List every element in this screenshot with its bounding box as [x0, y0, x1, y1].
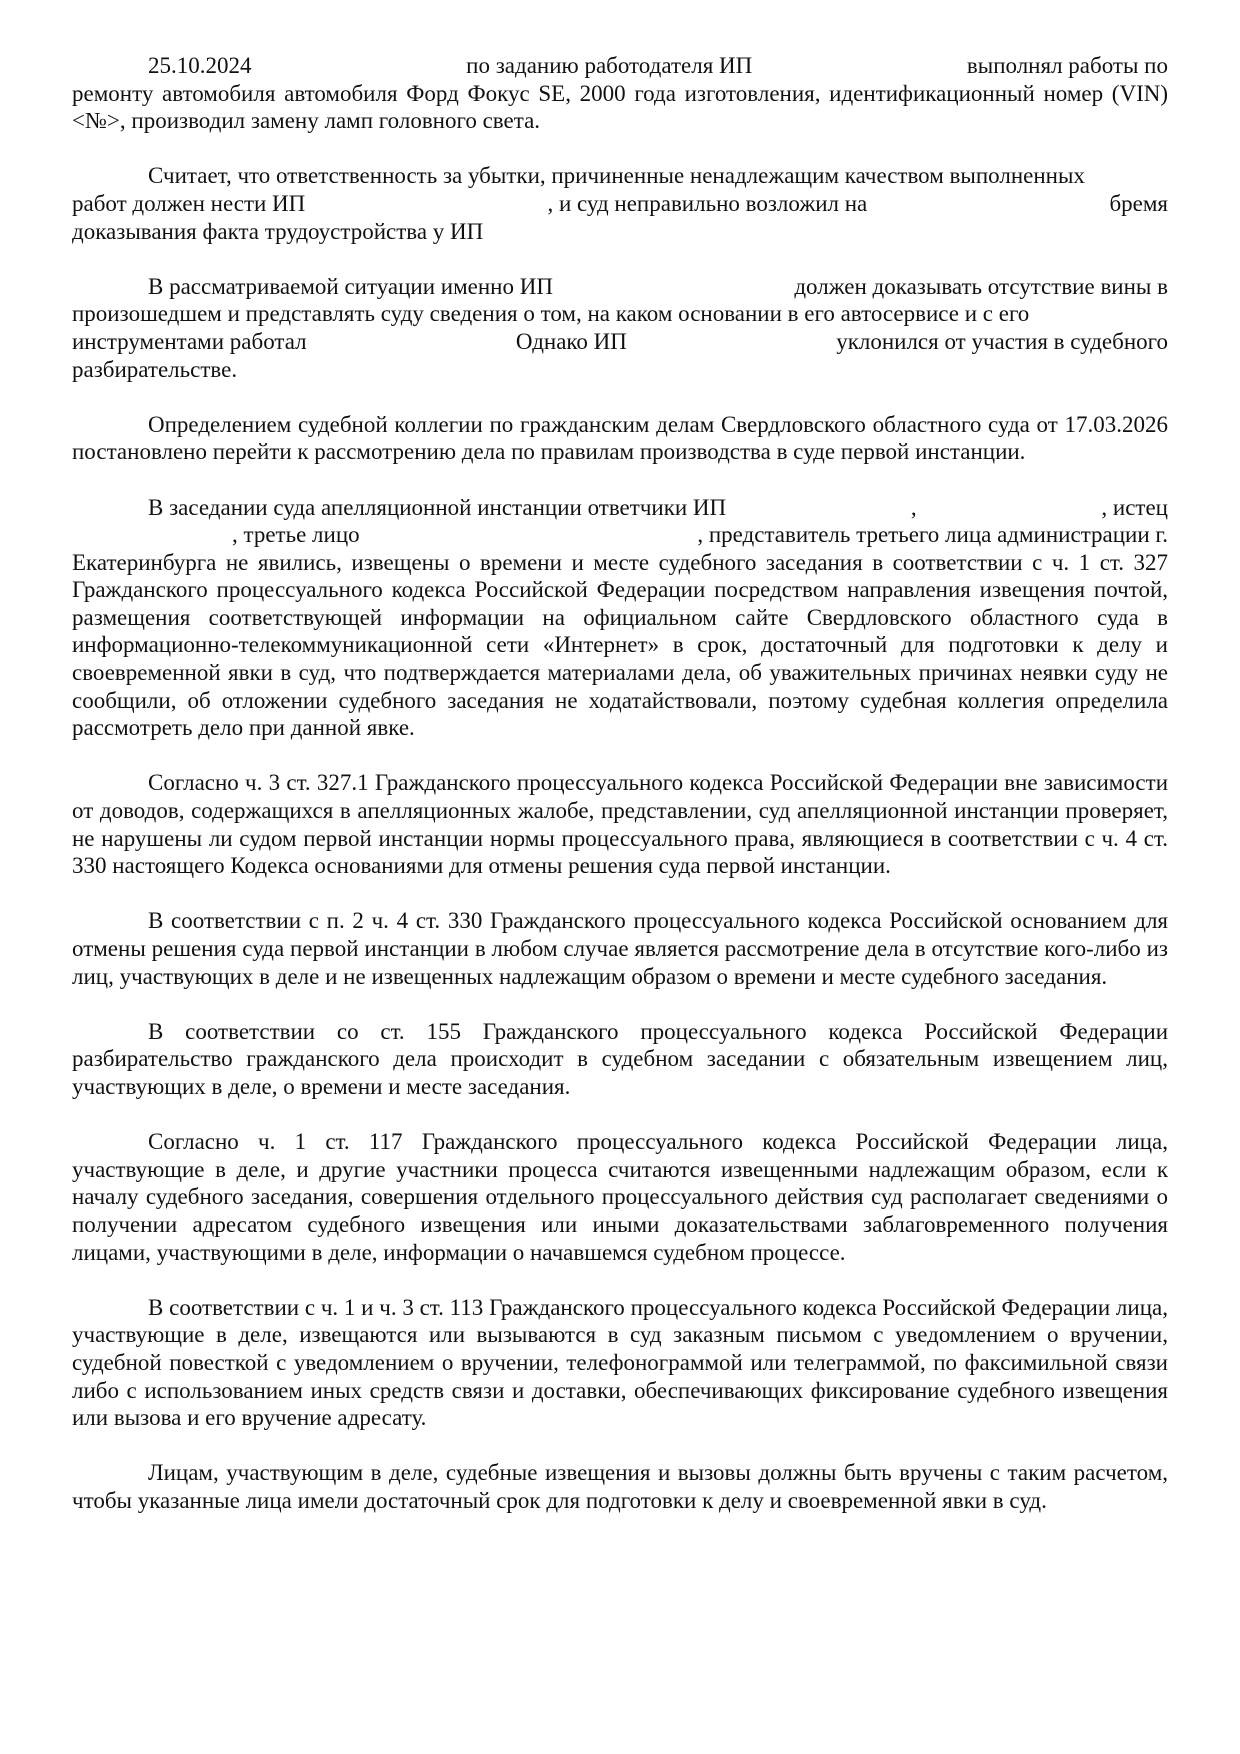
paragraph-1 — [72, 52, 1168, 135]
paragraph-3-second-line — [72, 300, 1168, 328]
paragraph-3-first-line — [72, 273, 1168, 301]
text-segment: , представитель третьего лица администрации г. — [697, 522, 1168, 548]
text-segment: должен доказывать отсутствие вины в — [794, 273, 1168, 299]
text-segment: , третье лицо — [232, 522, 360, 548]
text-segment: бремя — [1109, 190, 1168, 216]
paragraph-5-first-line — [72, 494, 1168, 522]
text-segment: В заседании суда апелляционной инстанции ответчики ИП — [148, 494, 727, 520]
paragraph-10: В соответствии с ч. 1 и ч. 3 ст. 113 Гражданского процессуального кодекса Российской Федерации лица, участвующие в деле, извещаются или вызываются в суд заказным письмом с уведомлением о вручении, судебной повесткой с уведомлением о вручении, телефонограммой или телеграммой, по факсимильной связи либо с использованием иных средств связи и доставки, обеспечивающих фиксирование судебного извещения или вызова и его вручение адресату. — [72, 1294, 1168, 1431]
text-segment: инструментами работал — [72, 328, 307, 354]
text-segment: произошедшем и представлять суду сведения о том, на каком основании в его автосервисе и с его — [72, 301, 1030, 327]
text-segment: уклонился от участия в судебного — [836, 328, 1168, 354]
paragraph-2 — [72, 162, 1168, 245]
text-segment: , истец — [1101, 494, 1168, 520]
text-segment: В рассматриваемой ситуации именно ИП — [148, 273, 553, 299]
paragraph-5 — [72, 494, 1168, 742]
paragraph-11: Лицам, участвующим в деле, судебные извещения и вызовы должны быть вручены с таким расчетом, чтобы указанные лица имели достаточный срок для подготовки к делу и своевременной явки в суд. — [72, 1460, 1168, 1513]
paragraph-3-third-line — [72, 328, 1168, 356]
paragraph-6: Согласно ч. 3 ст. 327.1 Гражданского процессуального кодекса Российской Федерации вне зависимости от доводов, содержащихся в апелляционных жалобе, представлении, суд апелляционной инстанции проверяет, не нарушены ли судом первой инстанции нормы процессуального права, являющиеся в соответствии с ч. 4 ст. 330 настоящего Кодекса основаниями для отмены решения суда первой инстанции. — [72, 770, 1168, 879]
text-segment: разбирательстве. — [72, 356, 238, 382]
text-segment: Однако ИП — [515, 328, 627, 354]
paragraph-7: В соответствии с п. 2 ч. 4 ст. 330 Гражданского процессуального кодекса Российской основанием для отмены решения суда первой инстанции в любом случае является рассмотрение дела в отсутствие кого-либо из лиц, участвующих в деле и не извещенных надлежащим образом о времени и месте судебного заседания. — [72, 908, 1168, 989]
paragraph-1-first-line — [72, 52, 1168, 80]
paragraph-1-text: ремонту автомобиля автомобиля Форд Фокус SE, 2000 года изготовления, идентификационный номер (VIN) <№>, производил замену ламп головного света. — [72, 80, 1168, 134]
text-segment: по заданию работодателя ИП — [466, 53, 753, 78]
document-page — [72, 52, 1168, 1542]
paragraph-2-third-line — [72, 218, 1168, 246]
text-segment: доказывания факта трудоустройства у ИП — [72, 218, 484, 244]
paragraph-3 — [72, 273, 1168, 383]
paragraph-4: Определением судебной коллегии по гражданским делам Свердловского областного суда от 17.03.2026 постановлено перейти к рассмотрению дела по правилам производства в суде первой инстанции. — [72, 411, 1168, 465]
work-date: 25.10.2024 — [148, 53, 252, 78]
text-segment: выполнял работы по — [966, 53, 1168, 78]
text-segment: Считает, что ответственность за убытки, причиненные ненадлежащим качеством выполненных — [148, 163, 1085, 189]
paragraph-5-second-line — [72, 521, 1168, 549]
paragraph-3-fourth-line — [72, 356, 1168, 384]
paragraph-9: Согласно ч. 1 ст. 117 Гражданского процессуального кодекса Российской Федерации лица, участвующие в деле, и другие участники процесса считаются извещенными надлежащим образом, если к началу судебного заседания, совершения отдельного процессуального действия суд располагает сведениями о получении адресатом судебного извещения или иными доказательствами заблаговременного получения лицами, участвующими в деле, информации о начавшемся судебном процессе. — [72, 1129, 1168, 1265]
paragraph-8: В соответствии со ст. 155 Гражданского процессуального кодекса Российской Федерации разбирательство гражданского дела происходит в судебном заседании с обязательным извещением лиц, участвующих в деле, о времени и месте заседания. — [72, 1018, 1168, 1099]
paragraph-2-first-line — [72, 162, 1168, 190]
text-segment: , и суд неправильно возложил на — [547, 190, 868, 216]
paragraph-2-second-line — [72, 190, 1168, 218]
text-segment: работ должен нести ИП — [72, 190, 306, 216]
text-segment: , — [910, 494, 917, 520]
paragraph-5-text: Екатеринбурга не явились, извещены о времени и месте судебного заседания в соответствии с ч. 1 ст. 327 Гражданского процессуального кодекса Российской Федерации посредством направления извещения почтой, размещения соответствующей информации на официальном сайте Свердловского областного суда в информационно-телекоммуникационной сети «Интернет» в срок, достаточный для подготовки к делу и своевременной явки в суд, что подтверждается материалами дела, об уважительных причинах неявки суду не сообщили, об отложении судебного заседания не ходатайствовали, поэтому судебная коллегия определила рассмотреть дело при данной явке. — [72, 549, 1168, 741]
